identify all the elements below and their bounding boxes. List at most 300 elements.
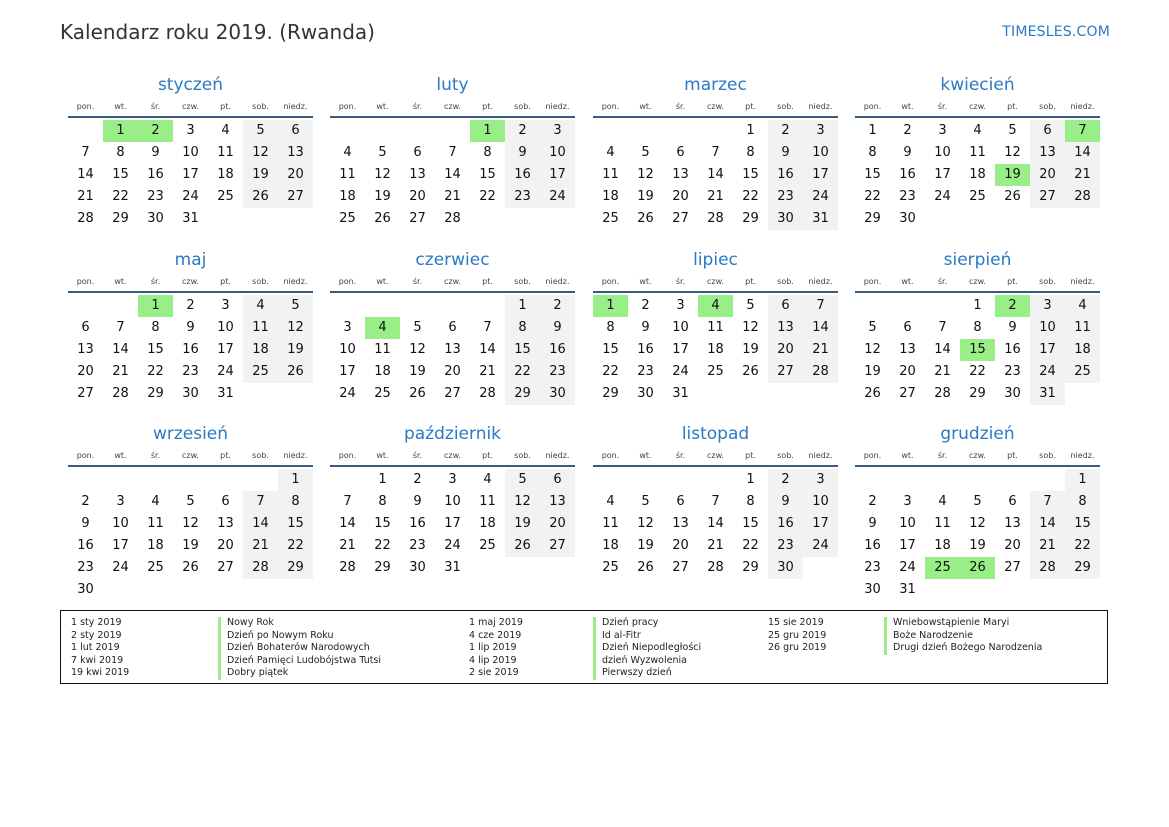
day-cell[interactable]: 15 (374, 516, 391, 531)
day-cell[interactable]: 9 (505, 142, 540, 164)
day-cell[interactable]: 29 (112, 211, 129, 226)
day-cell[interactable]: 11 (969, 145, 986, 160)
day-cell[interactable]: 9 (413, 494, 422, 509)
day-cell[interactable]: 2 (81, 494, 90, 509)
day-cell[interactable]: 2 (505, 120, 540, 142)
day-cell[interactable]: 6 (676, 145, 685, 160)
day-cell[interactable]: 9 (1008, 320, 1017, 335)
day-cell[interactable]: 26 (960, 557, 995, 579)
day-cell[interactable]: 22 (374, 538, 391, 553)
day-cell[interactable]: 30 (1004, 386, 1021, 401)
day-cell[interactable]: 9 (540, 317, 575, 339)
day-cell[interactable]: 23 (899, 189, 916, 204)
day-cell[interactable]: 23 (182, 364, 199, 379)
day-cell[interactable]: 18 (374, 364, 391, 379)
day-cell[interactable]: 5 (186, 494, 195, 509)
day-cell[interactable]: 19 (637, 538, 654, 553)
day-cell[interactable]: 13 (1004, 516, 1021, 531)
day-cell[interactable]: 22 (112, 189, 129, 204)
day-cell[interactable]: 25 (479, 538, 496, 553)
day-cell[interactable]: 11 (217, 145, 234, 160)
day-cell[interactable]: 26 (409, 386, 426, 401)
day-cell[interactable]: 6 (903, 320, 912, 335)
day-cell[interactable]: 28 (444, 211, 461, 226)
day-cell[interactable]: 31 (1030, 383, 1065, 405)
day-cell[interactable]: 12 (637, 167, 654, 182)
day-cell[interactable]: 11 (243, 317, 278, 339)
day-cell[interactable]: 6 (676, 494, 685, 509)
day-cell[interactable]: 6 (278, 120, 313, 142)
day-cell[interactable]: 25 (147, 560, 164, 575)
day-cell[interactable]: 19 (409, 364, 426, 379)
day-cell[interactable]: 2 (641, 298, 650, 313)
day-cell[interactable]: 27 (899, 386, 916, 401)
day-cell[interactable]: 24 (1030, 361, 1065, 383)
day-cell[interactable]: 18 (1065, 339, 1100, 361)
day-cell[interactable]: 11 (479, 494, 496, 509)
day-cell[interactable]: 12 (969, 516, 986, 531)
day-cell[interactable]: 18 (479, 516, 496, 531)
day-cell[interactable]: 27 (217, 560, 234, 575)
day-cell[interactable]: 16 (768, 513, 803, 535)
day-cell[interactable]: 25 (243, 361, 278, 383)
day-cell[interactable]: 17 (803, 513, 838, 535)
day-cell[interactable]: 19 (374, 189, 391, 204)
day-cell[interactable]: 4 (221, 123, 230, 138)
day-cell[interactable]: 30 (899, 211, 916, 226)
day-cell[interactable]: 28 (803, 361, 838, 383)
day-cell[interactable]: 20 (540, 513, 575, 535)
day-cell[interactable]: 9 (641, 320, 650, 335)
day-cell[interactable]: 26 (742, 364, 759, 379)
day-cell[interactable]: 28 (339, 560, 356, 575)
day-cell[interactable]: 17 (217, 342, 234, 357)
day-cell[interactable]: 8 (278, 491, 313, 513)
day-cell[interactable]: 19 (637, 189, 654, 204)
day-cell[interactable]: 7 (116, 320, 125, 335)
day-cell[interactable]: 16 (540, 339, 575, 361)
day-cell[interactable]: 1 (868, 123, 877, 138)
day-cell[interactable]: 21 (243, 535, 278, 557)
day-cell[interactable]: 14 (707, 167, 724, 182)
day-cell[interactable]: 25 (707, 364, 724, 379)
day-cell[interactable]: 7 (448, 145, 457, 160)
day-cell[interactable]: 21 (1030, 535, 1065, 557)
day-cell[interactable]: 23 (409, 538, 426, 553)
day-cell[interactable]: 27 (540, 535, 575, 557)
day-cell[interactable]: 29 (864, 211, 881, 226)
day-cell[interactable]: 21 (803, 339, 838, 361)
day-cell[interactable]: 9 (81, 516, 90, 531)
day-cell[interactable]: 16 (77, 538, 94, 553)
day-cell[interactable]: 15 (742, 516, 759, 531)
day-cell[interactable]: 14 (112, 342, 129, 357)
day-cell[interactable]: 11 (602, 167, 619, 182)
day-cell[interactable]: 20 (768, 339, 803, 361)
day-cell[interactable]: 10 (672, 320, 689, 335)
day-cell[interactable]: 1 (505, 295, 540, 317)
day-cell[interactable]: 29 (505, 383, 540, 405)
day-cell[interactable]: 21 (707, 189, 724, 204)
day-cell[interactable]: 18 (217, 167, 234, 182)
day-cell[interactable]: 19 (182, 538, 199, 553)
day-cell[interactable]: 12 (278, 317, 313, 339)
day-cell[interactable]: 23 (768, 186, 803, 208)
day-cell[interactable]: 8 (378, 494, 387, 509)
day-cell[interactable]: 24 (112, 560, 129, 575)
day-cell[interactable]: 18 (339, 189, 356, 204)
day-cell[interactable]: 16 (182, 342, 199, 357)
day-cell[interactable]: 25 (602, 560, 619, 575)
day-cell[interactable]: 4 (151, 494, 160, 509)
day-cell[interactable]: 7 (938, 320, 947, 335)
day-cell[interactable]: 20 (217, 538, 234, 553)
day-cell[interactable]: 26 (278, 361, 313, 383)
day-cell[interactable]: 23 (1004, 364, 1021, 379)
day-cell[interactable]: 3 (938, 123, 947, 138)
day-cell[interactable]: 22 (742, 189, 759, 204)
day-cell[interactable]: 6 (540, 469, 575, 491)
day-cell[interactable]: 4 (243, 295, 278, 317)
day-cell[interactable]: 3 (343, 320, 352, 335)
day-cell[interactable]: 13 (409, 167, 426, 182)
day-cell[interactable]: 11 (602, 516, 619, 531)
day-cell[interactable]: 21 (112, 364, 129, 379)
day-cell[interactable]: 13 (278, 142, 313, 164)
day-cell[interactable]: 2 (768, 120, 803, 142)
day-cell[interactable]: 24 (672, 364, 689, 379)
day-cell[interactable]: 13 (672, 167, 689, 182)
day-cell[interactable]: 29 (742, 560, 759, 575)
day-cell[interactable]: 24 (444, 538, 461, 553)
day-cell[interactable]: 15 (864, 167, 881, 182)
day-cell[interactable]: 5 (641, 145, 650, 160)
day-cell[interactable]: 1 (1065, 469, 1100, 491)
day-cell[interactable]: 16 (409, 516, 426, 531)
day-cell[interactable]: 30 (147, 211, 164, 226)
day-cell[interactable]: 15 (960, 339, 995, 361)
day-cell[interactable]: 29 (969, 386, 986, 401)
day-cell[interactable]: 21 (707, 538, 724, 553)
day-cell[interactable]: 3 (116, 494, 125, 509)
day-cell[interactable]: 3 (221, 298, 230, 313)
day-cell[interactable]: 13 (899, 342, 916, 357)
day-cell[interactable]: 3 (1030, 295, 1065, 317)
day-cell[interactable]: 18 (934, 538, 951, 553)
day-cell[interactable]: 29 (1065, 557, 1100, 579)
day-cell[interactable]: 28 (1065, 186, 1100, 208)
day-cell[interactable]: 4 (1065, 295, 1100, 317)
day-cell[interactable]: 20 (1030, 164, 1065, 186)
day-cell[interactable]: 11 (707, 320, 724, 335)
day-cell[interactable]: 30 (637, 386, 654, 401)
day-cell[interactable]: 2 (995, 295, 1030, 317)
day-cell[interactable]: 6 (413, 145, 422, 160)
day-cell[interactable]: 12 (182, 516, 199, 531)
day-cell[interactable]: 7 (343, 494, 352, 509)
day-cell[interactable]: 18 (147, 538, 164, 553)
day-cell[interactable]: 26 (864, 386, 881, 401)
day-cell[interactable]: 14 (1030, 513, 1065, 535)
day-cell[interactable]: 14 (243, 513, 278, 535)
day-cell[interactable]: 12 (637, 516, 654, 531)
day-cell[interactable]: 28 (479, 386, 496, 401)
day-cell[interactable]: 13 (77, 342, 94, 357)
day-cell[interactable]: 11 (934, 516, 951, 531)
day-cell[interactable]: 19 (995, 164, 1030, 186)
day-cell[interactable]: 13 (672, 516, 689, 531)
day-cell[interactable]: 30 (864, 582, 881, 597)
day-cell[interactable]: 8 (746, 494, 755, 509)
day-cell[interactable]: 27 (409, 211, 426, 226)
day-cell[interactable]: 7 (483, 320, 492, 335)
day-cell[interactable]: 9 (186, 320, 195, 335)
day-cell[interactable]: 23 (505, 186, 540, 208)
day-cell[interactable]: 18 (602, 189, 619, 204)
day-cell[interactable]: 8 (973, 320, 982, 335)
day-cell[interactable]: 8 (505, 317, 540, 339)
day-cell[interactable]: 23 (540, 361, 575, 383)
day-cell[interactable]: 4 (698, 295, 733, 317)
day-cell[interactable]: 15 (147, 342, 164, 357)
day-cell[interactable]: 19 (969, 538, 986, 553)
day-cell[interactable]: 6 (448, 320, 457, 335)
day-cell[interactable]: 12 (742, 320, 759, 335)
day-cell[interactable]: 16 (1004, 342, 1021, 357)
day-cell[interactable]: 20 (672, 538, 689, 553)
day-cell[interactable]: 3 (803, 469, 838, 491)
day-cell[interactable]: 23 (77, 560, 94, 575)
day-cell[interactable]: 15 (112, 167, 129, 182)
day-cell[interactable]: 4 (938, 494, 947, 509)
day-cell[interactable]: 1 (746, 472, 755, 487)
day-cell[interactable]: 2 (868, 494, 877, 509)
day-cell[interactable]: 26 (637, 211, 654, 226)
day-cell[interactable]: 25 (969, 189, 986, 204)
day-cell[interactable]: 21 (444, 189, 461, 204)
day-cell[interactable]: 30 (540, 383, 575, 405)
day-cell[interactable]: 6 (1030, 120, 1065, 142)
day-cell[interactable]: 15 (1065, 513, 1100, 535)
day-cell[interactable]: 1 (278, 469, 313, 491)
day-cell[interactable]: 4 (483, 472, 492, 487)
day-cell[interactable]: 16 (637, 342, 654, 357)
day-cell[interactable]: 28 (77, 211, 94, 226)
day-cell[interactable]: 23 (637, 364, 654, 379)
day-cell[interactable]: 12 (409, 342, 426, 357)
day-cell[interactable]: 20 (1004, 538, 1021, 553)
day-cell[interactable]: 6 (81, 320, 90, 335)
day-cell[interactable]: 4 (343, 145, 352, 160)
day-cell[interactable]: 17 (803, 164, 838, 186)
day-cell[interactable]: 14 (934, 342, 951, 357)
day-cell[interactable]: 14 (1065, 142, 1100, 164)
day-cell[interactable]: 16 (768, 164, 803, 186)
day-cell[interactable]: 20 (77, 364, 94, 379)
day-cell[interactable]: 19 (278, 339, 313, 361)
day-cell[interactable]: 13 (217, 516, 234, 531)
day-cell[interactable]: 5 (278, 295, 313, 317)
day-cell[interactable]: 1 (973, 298, 982, 313)
day-cell[interactable]: 16 (899, 167, 916, 182)
day-cell[interactable]: 27 (672, 560, 689, 575)
day-cell[interactable]: 22 (1065, 535, 1100, 557)
day-cell[interactable]: 7 (1065, 120, 1100, 142)
day-cell[interactable]: 10 (112, 516, 129, 531)
day-cell[interactable]: 5 (1008, 123, 1017, 138)
day-cell[interactable]: 29 (602, 386, 619, 401)
day-cell[interactable]: 10 (339, 342, 356, 357)
day-cell[interactable]: 25 (217, 189, 234, 204)
day-cell[interactable]: 14 (479, 342, 496, 357)
day-cell[interactable]: 24 (540, 186, 575, 208)
day-cell[interactable]: 22 (969, 364, 986, 379)
day-cell[interactable]: 10 (803, 142, 838, 164)
day-cell[interactable]: 22 (479, 189, 496, 204)
day-cell[interactable]: 13 (444, 342, 461, 357)
day-cell[interactable]: 29 (278, 557, 313, 579)
day-cell[interactable]: 8 (746, 145, 755, 160)
day-cell[interactable]: 24 (899, 560, 916, 575)
day-cell[interactable]: 22 (278, 535, 313, 557)
day-cell[interactable]: 17 (934, 167, 951, 182)
day-cell[interactable]: 31 (803, 208, 838, 230)
day-cell[interactable]: 27 (1030, 186, 1065, 208)
day-cell[interactable]: 25 (602, 211, 619, 226)
day-cell[interactable]: 19 (243, 164, 278, 186)
day-cell[interactable]: 12 (1004, 145, 1021, 160)
day-cell[interactable]: 8 (868, 145, 877, 160)
day-cell[interactable]: 25 (1065, 361, 1100, 383)
day-cell[interactable]: 25 (374, 386, 391, 401)
day-cell[interactable]: 28 (243, 557, 278, 579)
day-cell[interactable]: 20 (672, 189, 689, 204)
day-cell[interactable]: 9 (868, 516, 877, 531)
day-cell[interactable]: 5 (746, 298, 755, 313)
day-cell[interactable]: 18 (602, 538, 619, 553)
day-cell[interactable]: 8 (151, 320, 160, 335)
day-cell[interactable]: 2 (903, 123, 912, 138)
day-cell[interactable]: 11 (339, 167, 356, 182)
day-cell[interactable]: 12 (864, 342, 881, 357)
day-cell[interactable]: 15 (602, 342, 619, 357)
day-cell[interactable]: 27 (77, 386, 94, 401)
day-cell[interactable]: 6 (768, 295, 803, 317)
day-cell[interactable]: 3 (803, 120, 838, 142)
day-cell[interactable]: 3 (903, 494, 912, 509)
day-cell[interactable]: 15 (278, 513, 313, 535)
day-cell[interactable]: 9 (768, 491, 803, 513)
day-cell[interactable]: 1 (378, 472, 387, 487)
day-cell[interactable]: 30 (77, 582, 94, 597)
day-cell[interactable]: 24 (182, 189, 199, 204)
day-cell[interactable]: 13 (1030, 142, 1065, 164)
day-cell[interactable]: 10 (217, 320, 234, 335)
day-cell[interactable]: 25 (339, 211, 356, 226)
day-cell[interactable]: 2 (540, 295, 575, 317)
day-cell[interactable]: 14 (77, 167, 94, 182)
day-cell[interactable]: 10 (934, 145, 951, 160)
day-cell[interactable]: 18 (969, 167, 986, 182)
day-cell[interactable]: 13 (540, 491, 575, 513)
brand-link[interactable]: TIMESLES.COM (1002, 24, 1110, 40)
day-cell[interactable]: 20 (409, 189, 426, 204)
day-cell[interactable]: 20 (899, 364, 916, 379)
day-cell[interactable]: 8 (483, 145, 492, 160)
day-cell[interactable]: 11 (1065, 317, 1100, 339)
day-cell[interactable]: 28 (707, 560, 724, 575)
day-cell[interactable]: 31 (899, 582, 916, 597)
day-cell[interactable]: 24 (803, 535, 838, 557)
day-cell[interactable]: 4 (606, 494, 615, 509)
day-cell[interactable]: 31 (182, 211, 199, 226)
day-cell[interactable]: 21 (339, 538, 356, 553)
day-cell[interactable]: 27 (768, 361, 803, 383)
day-cell[interactable]: 3 (676, 298, 685, 313)
day-cell[interactable]: 9 (768, 142, 803, 164)
day-cell[interactable]: 9 (151, 145, 160, 160)
day-cell[interactable]: 10 (444, 494, 461, 509)
day-cell[interactable]: 29 (147, 386, 164, 401)
day-cell[interactable]: 23 (864, 560, 881, 575)
day-cell[interactable]: 19 (742, 342, 759, 357)
day-cell[interactable]: 2 (186, 298, 195, 313)
day-cell[interactable]: 17 (182, 167, 199, 182)
day-cell[interactable]: 31 (672, 386, 689, 401)
day-cell[interactable]: 29 (742, 211, 759, 226)
day-cell[interactable]: 5 (378, 145, 387, 160)
day-cell[interactable]: 19 (864, 364, 881, 379)
day-cell[interactable]: 12 (374, 167, 391, 182)
day-cell[interactable]: 14 (707, 516, 724, 531)
day-cell[interactable]: 17 (112, 538, 129, 553)
day-cell[interactable]: 20 (278, 164, 313, 186)
day-cell[interactable]: 7 (711, 494, 720, 509)
day-cell[interactable]: 10 (182, 145, 199, 160)
day-cell[interactable]: 16 (505, 164, 540, 186)
day-cell[interactable]: 29 (374, 560, 391, 575)
day-cell[interactable]: 15 (505, 339, 540, 361)
day-cell[interactable]: 26 (374, 211, 391, 226)
day-cell[interactable]: 17 (1030, 339, 1065, 361)
day-cell[interactable]: 11 (374, 342, 391, 357)
day-cell[interactable]: 4 (973, 123, 982, 138)
day-cell[interactable]: 21 (479, 364, 496, 379)
day-cell[interactable]: 7 (803, 295, 838, 317)
day-cell[interactable]: 16 (864, 538, 881, 553)
day-cell[interactable]: 3 (186, 123, 195, 138)
day-cell[interactable]: 17 (444, 516, 461, 531)
day-cell[interactable]: 30 (768, 557, 803, 579)
day-cell[interactable]: 24 (803, 186, 838, 208)
day-cell[interactable]: 18 (707, 342, 724, 357)
day-cell[interactable]: 11 (147, 516, 164, 531)
day-cell[interactable]: 10 (1030, 317, 1065, 339)
day-cell[interactable]: 23 (147, 189, 164, 204)
day-cell[interactable]: 12 (243, 142, 278, 164)
day-cell[interactable]: 26 (637, 560, 654, 575)
day-cell[interactable]: 15 (479, 167, 496, 182)
day-cell[interactable]: 21 (77, 189, 94, 204)
day-cell[interactable]: 31 (217, 386, 234, 401)
day-cell[interactable]: 9 (903, 145, 912, 160)
day-cell[interactable]: 1 (103, 120, 138, 142)
day-cell[interactable]: 8 (1065, 491, 1100, 513)
day-cell[interactable]: 1 (593, 295, 628, 317)
day-cell[interactable]: 5 (973, 494, 982, 509)
day-cell[interactable]: 24 (339, 386, 356, 401)
day-cell[interactable]: 5 (413, 320, 422, 335)
